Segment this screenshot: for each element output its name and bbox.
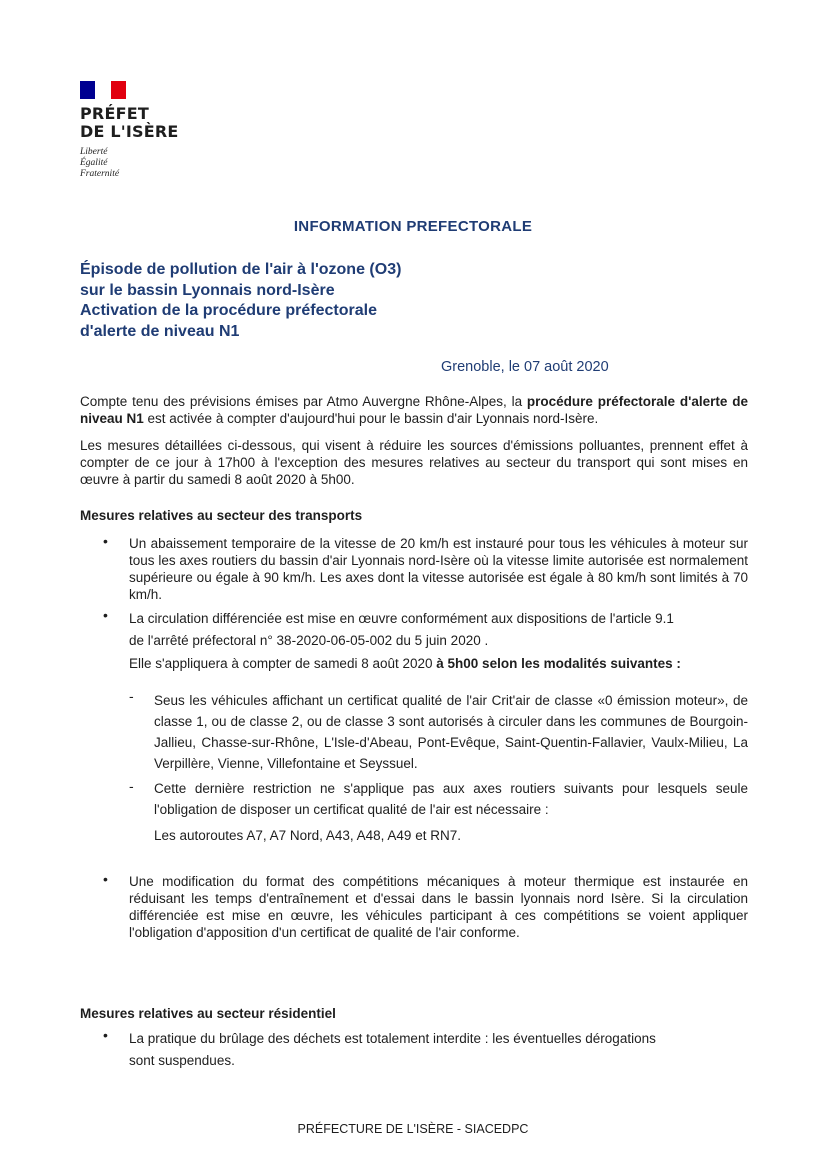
bullet-icon: •	[103, 1027, 108, 1043]
intro-paragraph-1	[80, 393, 748, 427]
transport-bullet-2-line3	[129, 655, 681, 672]
dash-icon: -	[129, 688, 134, 704]
prefecture-logo	[80, 81, 190, 180]
subject-line: Épisode de pollution de l'air à l'ozone (O3)	[80, 261, 402, 278]
intro-text: Compte tenu des prévisions émises par Atmo Auvergne Rhône-Alpes, la	[80, 394, 527, 409]
intro-bold: procédure préfectorale d'alerte de niveau N1	[80, 394, 748, 426]
dash-item-1: Seus les véhicules affichant un certificat qualité de l'air Crit'air de classe «0 émission moteur», de classe 1, ou de classe 2, ou de classe 3 sont autorisés à circuler dans les communes de Bourgoin-Jallieu, Chasse-sur-Rhône, L'Isle-d'Abeau, Pont-Evêque, Saint-Quentin-Fallavier, Vaulx-Milieu, La Verpillère, Vienne, Villefontaine et Seyssuel.	[154, 693, 748, 771]
transport-bullet-3: Une modification du format des compétitions mécaniques à moteur thermique est instaurée en réduisant les temps d'entraînement et d'essai dans le bassin lyonnais nord Isère. Si la circulation différenciée est mise en œuvre, les véhicules participant à ces compétitions se voient appliquer l'obligation d'apposition d'un certificat de qualité de l'air conforme.	[129, 874, 748, 940]
bullet-icon: •	[103, 607, 108, 623]
transport-bullet-2-line2: de l'arrêté préfectoral n° 38-2020-06-05-002 du 5 juin 2020 .	[129, 633, 489, 648]
residential-bullet-1-line1: La pratique du brûlage des déchets est totalement interdite : les éventuelles dérogations	[129, 1031, 656, 1046]
motto-liberte: Liberté	[80, 147, 108, 157]
intro-text: est activée à compter d'aujourd'hui pour le bassin d'air Lyonnais nord-Isère.	[143, 411, 599, 426]
logo-line1: PRÉFET	[80, 104, 149, 123]
transport-bullet-2-line1: La circulation différenciée est mise en œuvre conformément aux dispositions de l'article 9.1	[129, 611, 674, 626]
residential-bullet-1-line2: sont suspendues.	[129, 1053, 235, 1068]
dash-item-2-highways: Les autoroutes A7, A7 Nord, A43, A48, A49 et RN7.	[154, 828, 461, 843]
bullet-2-bold: à 5h00 selon les modalités suivantes :	[436, 656, 681, 671]
subject-line: d'alerte de niveau N1	[80, 322, 240, 340]
dash-icon: -	[129, 778, 134, 794]
motto-egalite: Égalité	[80, 158, 108, 168]
subject-line: sur le bassin Lyonnais nord-Isère	[80, 281, 335, 299]
motto-fraternite: Fraternité	[80, 169, 120, 179]
information-title: INFORMATION PREFECTORALE	[293, 218, 533, 235]
place-date: Grenoble, le 07 août 2020	[441, 359, 609, 375]
prefet-label	[80, 105, 190, 141]
transport-bullet-1: Un abaissement temporaire de la vitesse de 20 km/h est instauré pour tous les véhicules à moteur sur tous les axes routiers du bassin d'air Lyonnais nord-Isère où la vitesse limite autorisée est normalement supérieure ou égale à 90 km/h. Les axes dont la vitesse autorisée est égale à 80 km/h sont limités à 70 km/h.	[129, 536, 748, 602]
marianne-flag-icon	[80, 81, 126, 99]
transport-section-title: Mesures relatives au secteur des transports	[80, 508, 363, 523]
subject-heading	[80, 260, 401, 342]
intro-paragraph-2: Les mesures détaillées ci-dessous, qui visent à réduire les sources d'émissions polluantes, prennent effet à compter de ce jour à 17h00 à l'exception des mesures relatives au secteur du transport qui sont mises en œuvre à partir du samedi 8 août 2020 à 5h00.	[80, 438, 748, 487]
bullet-icon: •	[103, 871, 108, 887]
subject-line: Activation de la procédure préfectorale	[80, 302, 377, 319]
page-footer: PRÉFECTURE DE L'ISÈRE - SIACEDPC	[297, 1122, 529, 1136]
logo-line2: DE L'ISÈRE	[80, 122, 179, 141]
residential-section-title: Mesures relatives au secteur résidentiel	[80, 1006, 336, 1021]
dash-item-2: Cette dernière restriction ne s'applique pas aux axes routiers suivants pour lesquels seule l'obligation de disposer un certificat qualité de l'air est nécessaire :	[154, 781, 748, 817]
bullet-icon: •	[103, 533, 108, 549]
motto	[80, 147, 190, 180]
bullet-2-text: Elle s'appliquera à compter de samedi 8 août 2020	[129, 656, 437, 671]
